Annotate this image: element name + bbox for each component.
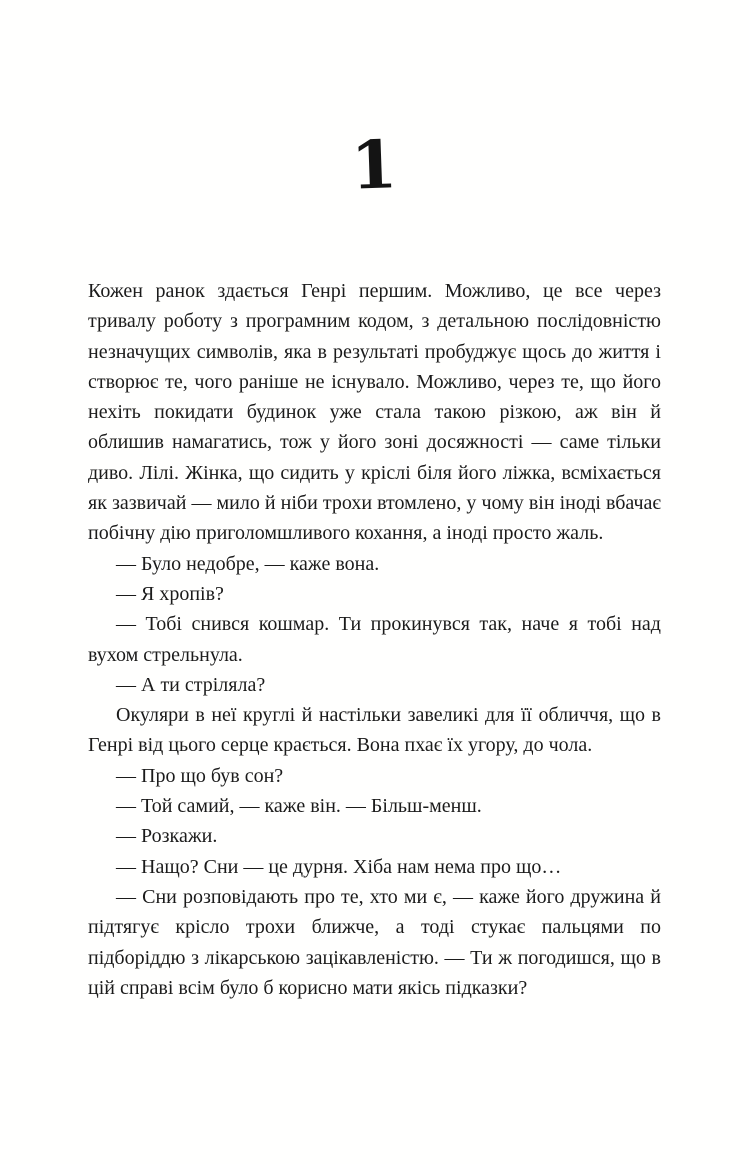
paragraph: Окуляри в неї круглі й настільки завеликі для її обличчя, що в Генрі від цього серце крається. Вона пхає їх угору, до чола.: [88, 704, 661, 757]
paragraph: — Було недобре, — каже вона.: [116, 552, 380, 575]
paragraph: Кожен ранок здається Генрі першим. Можливо, це все через тривалу роботу з програмним кодом, з детальною послідовністю незначущих символів, яка в результаті пробуджує щось до життя і створює те, чого раніше не існувало. Можливо, через те, що його нехіть покидати будинок уже стала такою різкою, аж він й облишив намагатись, тож у його зоні досяжності — саме тільки диво. Лілі. Жінка, що сидить у кріслі біля його ліжка, всміхається як зазвичай — мило й ніби трохи втомлено, у чому він іноді вбачає побічну дію приголомшливого кохання, а іноді просто жаль.: [88, 280, 661, 545]
paragraph: — Сни розповідають про те, хто ми є, — каже його дружина й підтягує крісло трохи ближче, а тоді стукає пальцями по підборіддю з лікарською зацікавленістю. — Ти ж погодишся, що в цій справі всім було б корисно мати якісь підказки?: [88, 885, 661, 999]
paragraph: — Про що був сон?: [116, 764, 284, 787]
paragraph: — Я хропів?: [116, 582, 224, 605]
chapter-number: 1: [349, 125, 400, 205]
paragraph: — А ти стріляла?: [116, 673, 266, 696]
paragraph: — Той самий, — каже він. — Більш-менш.: [116, 795, 482, 818]
paragraph: — Нащо? Сни — це дурня. Хіба нам нема про що…: [116, 855, 562, 878]
paragraph: — Тобі снився кошмар. Ти прокинувся так, наче я тобі над вухом стрельнула.: [88, 613, 661, 666]
paragraph: — Розкажи.: [116, 825, 218, 848]
text-block: [88, 276, 661, 1003]
